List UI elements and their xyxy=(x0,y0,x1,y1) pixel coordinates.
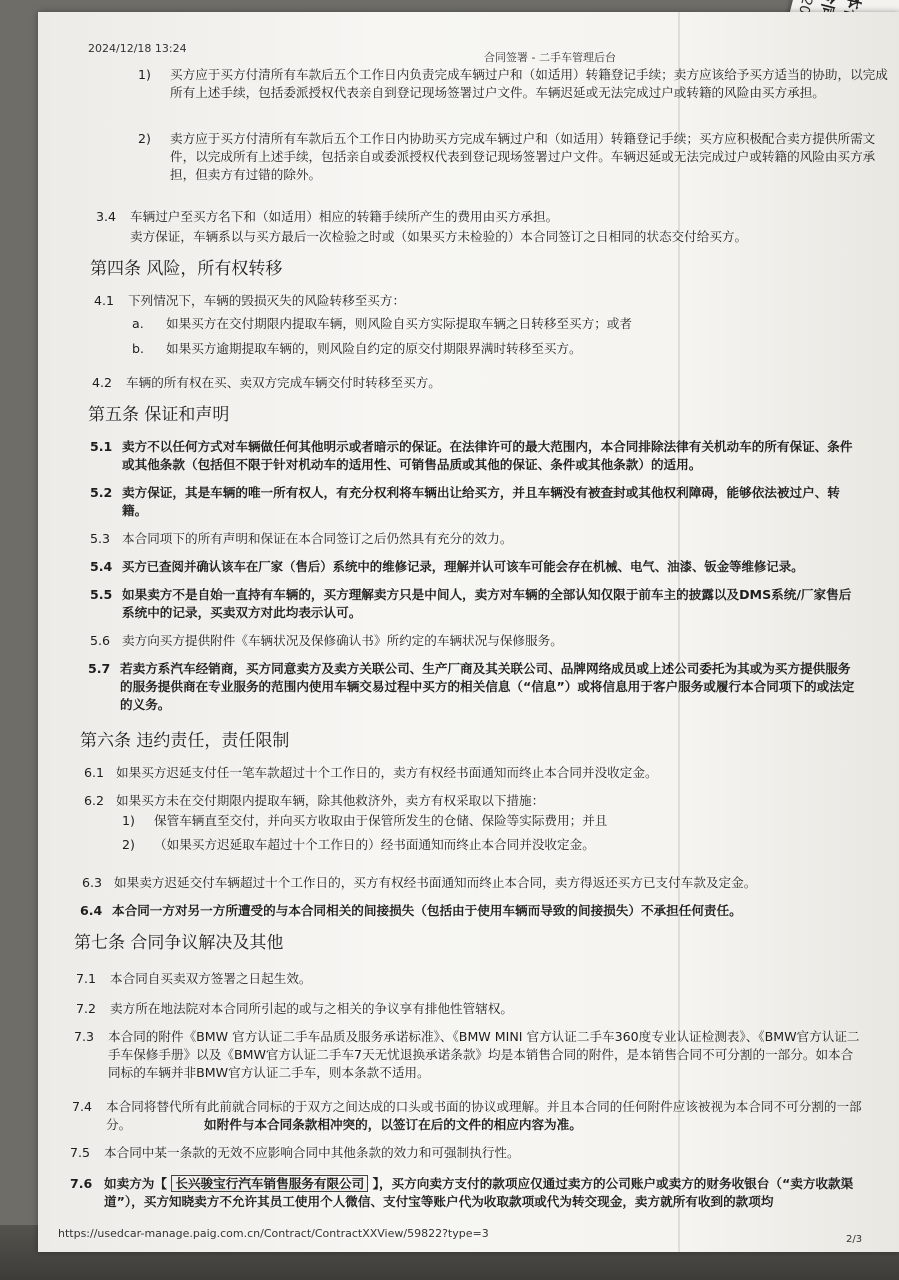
clause-text: 买方已查阅并确认该车在厂家（售后）系统中的维修记录，理解并认可该车可能会存在机械、电气、油漆、钣金等维修记录。 xyxy=(122,559,804,574)
page-number: 2/3 xyxy=(846,1234,863,1245)
clause-number: 4.2 xyxy=(92,375,113,390)
item-number: 1) xyxy=(138,67,151,82)
clause-number: 4.1 xyxy=(94,293,115,308)
clause-text: 下列情况下，车辆的毁损灭失的风险转移至买方： xyxy=(128,293,406,308)
clause-text: 本合同自买卖双方签署之日起生效。 xyxy=(110,971,312,986)
clause-text: 本合同项下的所有声明和保证在本合同签订之后仍然具有充分的效力。 xyxy=(122,531,513,546)
clause-text: 卖方向买方提供附件《车辆状况及保修确认书》所约定的车辆状况与保修服务。 xyxy=(122,633,563,648)
clause-text: 如果买方在交付期限内提取车辆，则风险自买方实际提取车辆之日转移至买方；或者 xyxy=(166,316,632,331)
clause-number: 7.1 xyxy=(76,971,97,986)
article-heading: 第五条 保证和声明 xyxy=(88,405,230,425)
clause-text: 车辆的所有权在买、卖双方完成车辆交付时转移至买方。 xyxy=(126,375,441,390)
clause-number: 6.2 xyxy=(84,793,105,808)
clause-text: 卖方所在地法院对本合同所引起的或与之相关的争议享有排他性管辖权。 xyxy=(110,1001,513,1016)
clause-number: 6.3 xyxy=(82,875,103,890)
item-number: 2) xyxy=(122,837,135,852)
item-number: a. xyxy=(132,316,144,331)
clause-text: 本合同的附件《BMW 官方认证二手车品质及服务承诺标准》、《BMW MINI 官方认证二手车360度专业认证检测表》、《BMW官方认证二手车保修手册》以及《BMW官方认证二手车7天无忧退换承诺条款》均是本销售合同的附件，是本销售合同不可分割的一部分。如本合同标的车辆并非BMW官方认证二手车，则本条款不适用。 xyxy=(108,1029,860,1080)
clause-text: 本合同一方对另一方所遭受的与本合同相关的间接损失（包括由于使用车辆而导致的间接损失）不承担任何责任。 xyxy=(112,903,742,918)
print-title: 合同签署 - 二手车管理后台 xyxy=(484,51,616,64)
clause-number: 5.7 xyxy=(88,661,111,676)
clause-text: 如果买方未在交付期限内提取车辆，除其他救济外，卖方有权采取以下措施： xyxy=(116,793,545,808)
print-url: https://usedcar-manage.paig.com.cn/Contract/ContractXXView/59822?type=3 xyxy=(58,1227,489,1240)
article-heading: 第四条 风险，所有权转移 xyxy=(90,259,283,279)
clause-text: 卖方保证，车辆系以与买方最后一次检验之时或（如果买方未检验的）本合同签订之日相同的状态交付给买方。 xyxy=(130,229,748,244)
clause-text: 卖方不以任何方式对车辆做任何其他明示或者暗示的保证。在法律许可的最大范围内，本合同排除法律有关机动车的所有保证、条件或其他条款（包括但不限于针对机动车的适用性、可销售品质或其他的保证、条件或其他条款）的适用。 xyxy=(122,439,853,472)
clause-number: 7.3 xyxy=(74,1029,95,1044)
clause-number: 5.1 xyxy=(90,439,113,454)
clause-text: 本合同中某一条款的无效不应影响合同中其他条款的效力和可强制执行性。 xyxy=(104,1145,520,1160)
clause-text: 车辆过户至买方名下和（如适用）相应的转籍手续所产生的费用由买方承担。 xyxy=(130,209,559,224)
clause-number: 7.6 xyxy=(70,1176,93,1191)
item-number: 1) xyxy=(122,813,135,828)
clause-number: 5.5 xyxy=(90,587,113,602)
item-number: 2) xyxy=(138,131,151,146)
seller-name-field: 长兴骏宝行汽车销售服务有限公司 xyxy=(171,1175,368,1192)
clause-text: 如果买方逾期提取车辆的，则风险自约定的原交付期限界满时转移至买方。 xyxy=(166,341,582,356)
article-heading: 第七条 合同争议解决及其他 xyxy=(74,933,284,953)
clause-number: 7.2 xyxy=(76,1001,97,1016)
clause-text: （如果买方迟延取车超过十个工作日的）经书面通知而终止本合同并没收定金。 xyxy=(154,837,595,852)
clause-number: 3.4 xyxy=(96,209,117,224)
clause-text: 如果卖方迟延交付车辆超过十个工作日的，买方有权经书面通知而终止本合同，卖方得返还买方已支付车款及定金。 xyxy=(114,875,757,890)
clause-text: 本合同将替代所有此前就合同标的于双方之间达成的口头或书面的协议或理解。并且本合同的任何附件应该被视为本合同不可分割的一部分。 xyxy=(106,1099,862,1132)
clause-text: 买方应于买方付清所有车款后五个工作日内负责完成车辆过户和（如适用）转籍登记手续；卖方应该给予买方适当的协助，以完成所有上述手续，包括委派授权代表亲自到登记现场签署过户文件。车辆迟延或无法完成过户或转籍的风险由买方承担。 xyxy=(170,67,888,100)
item-number: b. xyxy=(132,341,144,356)
contract-page xyxy=(38,12,899,1252)
clause-text: 卖方保证，其是车辆的唯一所有权人，有充分权利将车辆出让给买方，并且车辆没有被查封或其他权利障碍，能够依法被过户、转籍。 xyxy=(122,485,840,518)
clause-number: 6.1 xyxy=(84,765,105,780)
clause-text: 卖方应于买方付清所有车款后五个工作日内协助买方完成车辆过户和（如适用）转籍登记手续；买方应积极配合卖方提供所需文件，以完成所有上述手续，包括亲自或委派授权代表到登记现场签署过户文件。车辆迟延或无法完成过户或转籍的风险由买方承担，但卖方有过错的除外。 xyxy=(170,131,876,182)
clause-number: 7.5 xyxy=(70,1145,91,1160)
clause-text: 如卖方为【 长兴骏宝行汽车销售服务有限公司 】，买方向卖方支付的款项应仅通过卖方的公司账户或卖方的财务收银台（“卖方收款渠道”），买方知晓卖方不允许其员工使用个人微信、支付宝等账户代为收取款项或代为转交现金，卖方就所有收到的款项均 xyxy=(104,1176,854,1209)
clause-text: 如果卖方不是自始一直持有车辆的，买方理解卖方只是中间人，卖方对车辆的全部认知仅限于前车主的披露以及DMS系统/厂家售后系统中的记录，买卖双方对此均表示认可。 xyxy=(122,587,852,620)
clause-text: 如果买方迟延支付任一笔车款超过十个工作日的，卖方有权经书面通知而终止本合同并没收定金。 xyxy=(116,765,658,780)
clause-number: 7.4 xyxy=(72,1099,93,1114)
clause-text: 若卖方系汽车经销商，买方同意卖方及卖方关联公司、生产厂商及其关联公司、品牌网络成员或上述公司委托为其或为买方提供服务的服务提供商在专业服务的范围内使用车辆交易过程中买方的相关信息（“信息”）或将信息用于客户服务或履行本合同项下的或法定的义务。 xyxy=(120,661,855,712)
clause-text: 保管车辆直至交付，并向买方收取由于保管所发生的仓储、保险等实际费用；并且 xyxy=(154,813,608,828)
clause-number: 5.3 xyxy=(90,531,111,546)
clause-number: 5.4 xyxy=(90,559,113,574)
clause-number: 5.2 xyxy=(90,485,113,500)
clause-number: 5.6 xyxy=(90,633,111,648)
clause-text-bold: 如附件与本合同条款相冲突的，以签订在后的文件的相应内容为准。 xyxy=(204,1117,582,1132)
print-date: 2024/12/18 13:24 xyxy=(88,42,187,55)
clause-number: 6.4 xyxy=(80,903,103,918)
article-heading: 第六条 违约责任，责任限制 xyxy=(80,731,290,751)
